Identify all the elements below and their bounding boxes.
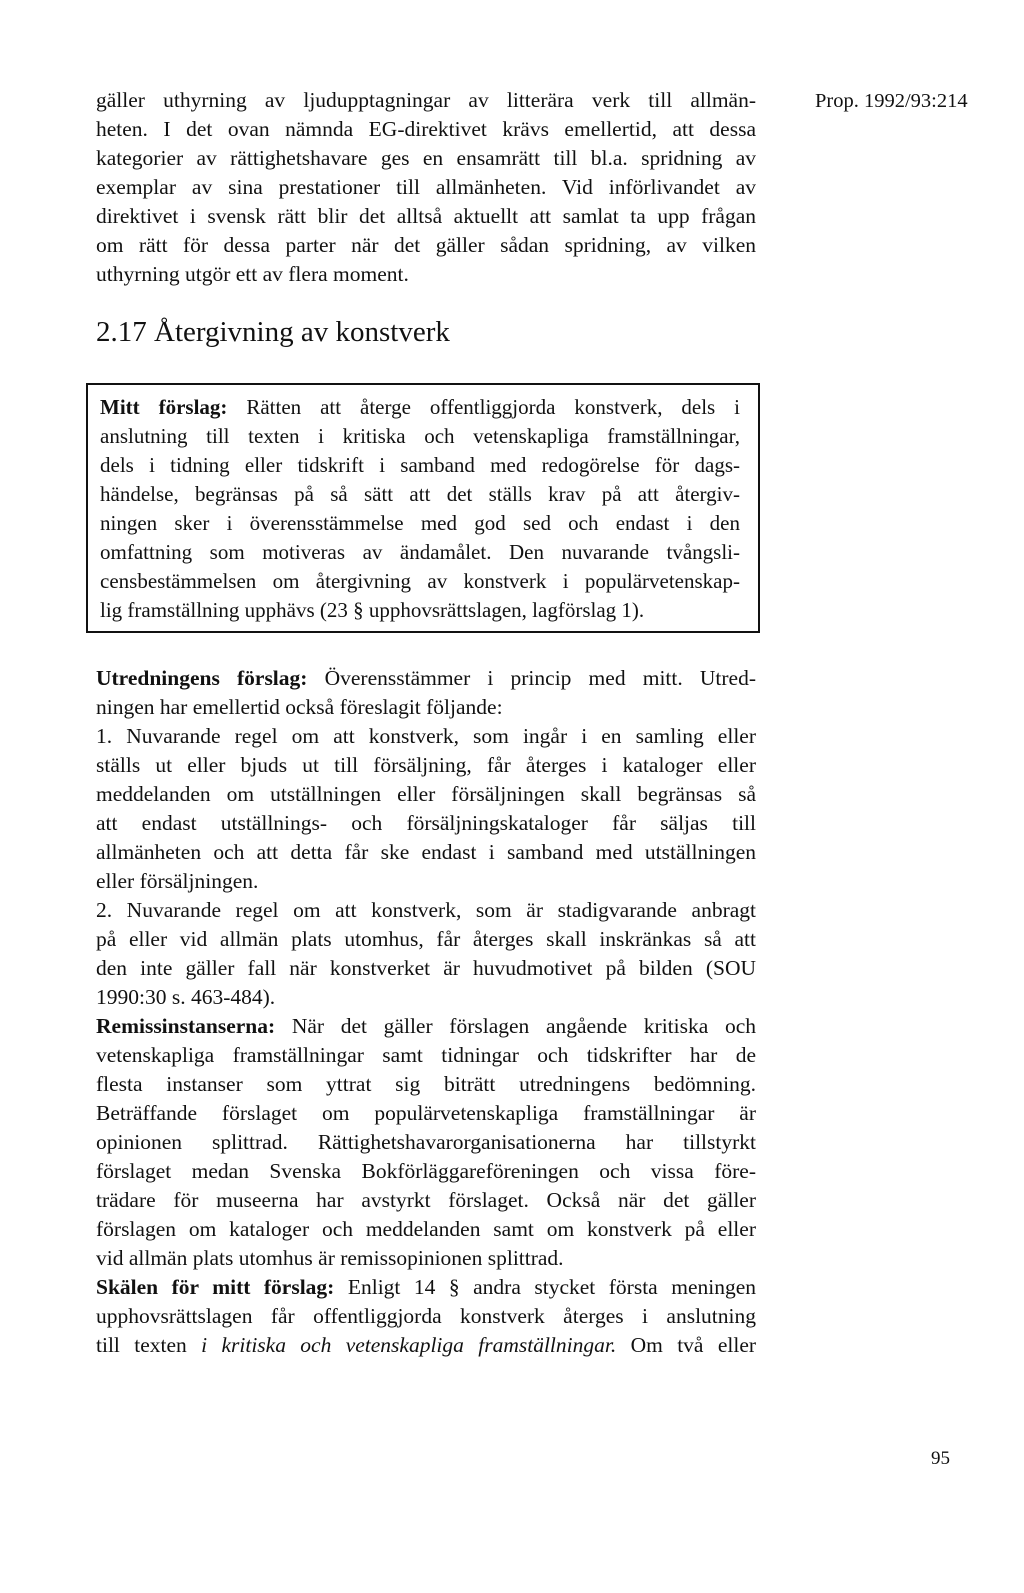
section-heading: 2.17 Återgivning av konstverk [96, 316, 450, 348]
list-item-line: 1. Nuvarande regel om att konstverk, som ingår i en samling eller [96, 724, 756, 748]
text-line: vid allmän plats utomhus är remissopinionen splittrad. [96, 1246, 564, 1270]
text-line: opinionen splittrad. Rättighetshavarorganisationerna har tillstyrkt [96, 1130, 756, 1154]
proposal-box [86, 383, 760, 633]
text-line: direktivet i svensk rätt blir det alltså aktuellt att samlat ta upp frågan [96, 204, 756, 228]
text-line: trädare för museerna har avstyrkt förslaget. Också när det gäller [96, 1188, 756, 1212]
text-line: förslagen om kataloger och meddelanden samt om konstverk på eller [96, 1217, 756, 1241]
proposal-first-line: Rätten att återge offentliggjorda konstverk, dels i [246, 395, 740, 419]
list-item-line: ställs ut eller bjuds ut till försäljning, får återges i kataloger eller [96, 753, 756, 777]
list-item-line: att endast utställnings- och försäljningskataloger får säljas till [96, 811, 756, 835]
text-line: lig framställning upphävs (23 § upphovsrättslagen, lagförslag 1). [100, 598, 645, 622]
inquiry-label: Utredningens förslag: [96, 666, 308, 690]
text-line: heten. I det ovan nämnda EG-direktivet krävs emellertid, att dessa [96, 117, 756, 141]
reasons-italic-phrase: i kritiska och vetenskapliga framställningar. [201, 1333, 617, 1357]
text-line: dels i tidning eller tidskrift i samband med redogörelse för dags- [100, 453, 740, 477]
intro-paragraph [96, 86, 756, 289]
text-line: omfattning som motiveras av ändamålet. Den nuvarande tvångsli- [100, 540, 740, 564]
text-line: Beträffande förslaget om populärvetenskapliga framställningar är [96, 1101, 756, 1125]
text-line: om rätt för dessa parter när det gäller sådan spridning, av vilken [96, 233, 756, 257]
list-item-line: allmänheten och att detta får ske endast i samband med utställningen [96, 840, 756, 864]
text-line [96, 1012, 756, 1041]
text-line: ningen sker i överensstämmelse med god sed och endast i den [100, 511, 740, 535]
proposition-reference: Prop. 1992/93:214 [815, 90, 968, 112]
list-item-line: 2. Nuvarande regel om att konstverk, som är stadigvarande anbragt [96, 898, 756, 922]
proposal-label: Mitt förslag: [100, 395, 228, 419]
list-item-line: på eller vid allmän plats utomhus, får återges skall inskränkas så att [96, 927, 756, 951]
inquiry-first-line: Överensstämmer i princip med mitt. Utred- [324, 666, 756, 690]
text-line: händelse, begränsas på så sätt att det ställs krav på att återgiv- [100, 482, 740, 506]
text-line [100, 393, 740, 422]
reasons-label: Skälen för mitt förslag: [96, 1275, 335, 1299]
text-line: förslaget medan Svenska Bokförläggareföreningen och vissa före- [96, 1159, 756, 1183]
list-item-line: meddelanden om utställningen eller försäljningen skall begränsas så [96, 782, 756, 806]
text-line [96, 1273, 756, 1302]
text-line: kategorier av rättighetshavare ges en ensamrätt till bl.a. spridning av [96, 146, 756, 170]
text-line [96, 664, 756, 693]
text-line: flesta instanser som yttrat sig biträtt utredningens bedömning. [96, 1072, 756, 1096]
text-line: gäller uthyrning av ljudupptagningar av litterära verk till allmän- [96, 88, 756, 112]
reasons-line-3-start: till texten [96, 1333, 187, 1357]
reasons-line-3-end: Om två eller [630, 1333, 757, 1357]
body-text [96, 664, 756, 1360]
reasons-first-line: Enligt 14 § andra stycket första meningen [347, 1275, 756, 1299]
list-item-line: eller försäljningen. [96, 869, 259, 893]
referral-first-line: När det gäller förslagen angående kritiska och [291, 1014, 756, 1038]
text-line: ningen har emellertid också föreslagit följande: [96, 695, 503, 719]
referral-label: Remissinstanserna: [96, 1014, 276, 1038]
list-item-line: 1990:30 s. 463-484). [96, 985, 276, 1009]
text-line: exemplar av sina prestationer till allmänheten. Vid införlivandet av [96, 175, 756, 199]
text-line: upphovsrättslagen får offentliggjorda konstverk återges i anslutning [96, 1304, 756, 1328]
text-line: vetenskapliga framställningar samt tidningar och tidskrifter har de [96, 1043, 756, 1067]
text-line: censbestämmelsen om återgivning av konstverk i populärvetenskap- [100, 569, 740, 593]
text-line [96, 1331, 756, 1360]
page-number: 95 [931, 1448, 950, 1469]
list-item-line: den inte gäller fall när konstverket är huvudmotivet på bilden (SOU [96, 956, 756, 980]
text-line: anslutning till texten i kritiska och vetenskapliga framställningar, [100, 424, 740, 448]
text-line: uthyrning utgör ett av flera moment. [96, 262, 409, 286]
